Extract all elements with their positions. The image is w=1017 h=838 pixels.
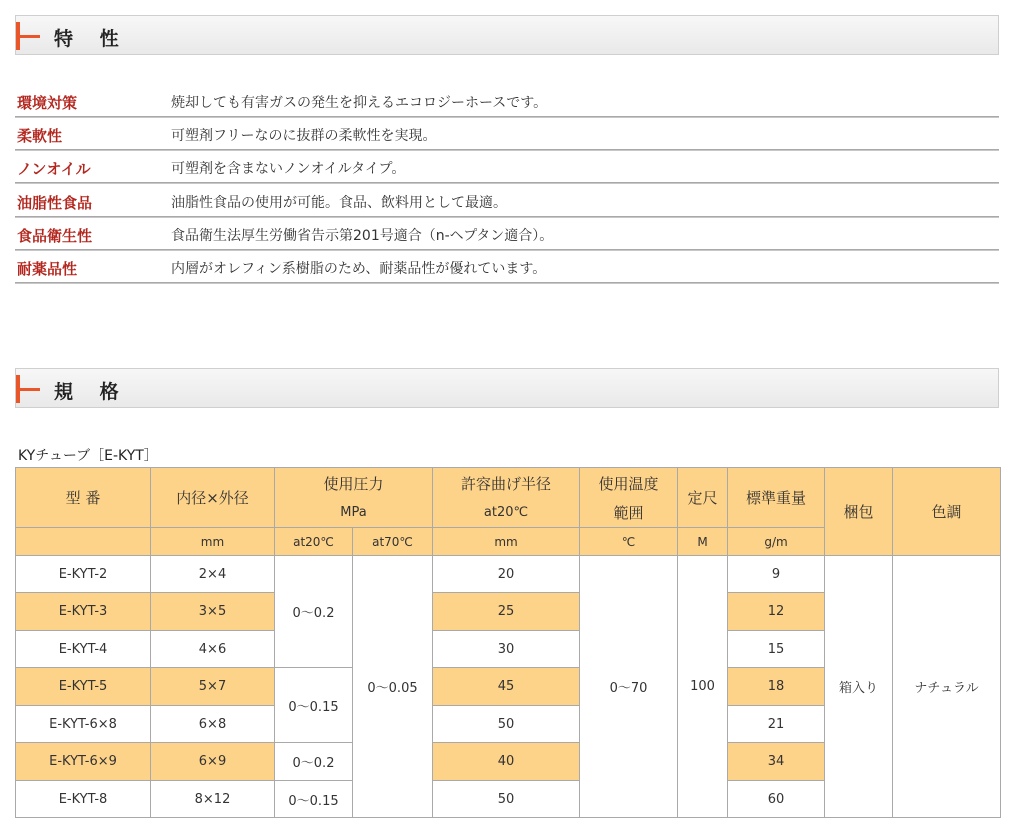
specs-title: 規 格: [54, 381, 129, 403]
feature-label: 油脂性食品: [17, 194, 93, 212]
cell-temp: 0～70: [580, 556, 678, 818]
feature-description: 油脂性食品の使用が可能。食品、飲料用として最適。: [171, 195, 507, 211]
cell-pressure-20: 0～0.2: [275, 556, 353, 668]
cell-weight: 9: [728, 556, 825, 593]
cell-diameter: 3×5: [151, 593, 275, 631]
header-temp-line1: 使用温度: [580, 468, 678, 499]
header-bend: 許容曲げ半径: [433, 468, 580, 499]
feature-row: [15, 117, 999, 151]
cell-bend: 20: [433, 556, 580, 593]
feature-label: 環境対策: [17, 94, 78, 112]
cell-model: E-KYT-6×8: [16, 706, 151, 743]
feature-label: 柔軟性: [17, 127, 63, 145]
header-model-blank: [16, 528, 151, 556]
cell-bend: 45: [433, 668, 580, 706]
cell-weight: 18: [728, 668, 825, 706]
feature-description: 可塑剤を含まないノンオイルタイプ。: [171, 161, 406, 177]
feature-description: 食品衛生法厚生労働省告示第201号適合（n-ヘプタン適合）。: [171, 228, 554, 244]
unit-length: M: [678, 528, 728, 556]
cell-weight: 34: [728, 743, 825, 781]
header-length: 定尺: [678, 468, 728, 528]
cell-diameter: 4×6: [151, 631, 275, 668]
cell-weight: 21: [728, 706, 825, 743]
cell-bend: 30: [433, 631, 580, 668]
cell-model: E-KYT-5: [16, 668, 151, 706]
cell-pressure-20: 0～0.15: [275, 668, 353, 743]
cell-diameter: 2×4: [151, 556, 275, 593]
header-bend-sub: at20℃: [433, 499, 580, 528]
cell-color: ナチュラル: [893, 556, 1001, 818]
cell-bend: 40: [433, 743, 580, 781]
feature-label: 食品衛生性: [17, 227, 93, 245]
feature-row: [15, 217, 999, 251]
unit-temp: ℃: [580, 528, 678, 556]
cell-length: 100: [678, 556, 728, 818]
feature-label: ノンオイル: [17, 160, 91, 178]
header-accent-tick: [20, 388, 40, 391]
specs-section-header: [15, 368, 999, 408]
header-temp-line2: 範囲: [580, 499, 678, 528]
cell-weight: 12: [728, 593, 825, 631]
header-accent-tick: [20, 35, 40, 38]
cell-diameter: 8×12: [151, 781, 275, 818]
unit-pressure-70: at70℃: [353, 528, 433, 556]
feature-row: [15, 84, 999, 118]
cell-diameter: 6×8: [151, 706, 275, 743]
cell-pressure-70: 0～0.05: [353, 556, 433, 818]
cell-diameter: 6×9: [151, 743, 275, 781]
unit-bend: mm: [433, 528, 580, 556]
header-pressure-unit: MPa: [275, 499, 433, 528]
spec-table: [15, 467, 1001, 818]
table-row: [16, 556, 1001, 593]
header-weight: 標準重量: [728, 468, 825, 528]
cell-bend: 50: [433, 781, 580, 818]
header-model: 型 番: [16, 468, 151, 528]
cell-pressure-20: 0～0.15: [275, 781, 353, 818]
cell-model: E-KYT-3: [16, 593, 151, 631]
unit-weight: g/m: [728, 528, 825, 556]
cell-weight: 15: [728, 631, 825, 668]
feature-label: 耐薬品性: [17, 260, 78, 278]
feature-row: [15, 250, 999, 284]
cell-bend: 25: [433, 593, 580, 631]
cell-weight: 60: [728, 781, 825, 818]
cell-bend: 50: [433, 706, 580, 743]
unit-pressure-20: at20℃: [275, 528, 353, 556]
cell-model: E-KYT-8: [16, 781, 151, 818]
cell-model: E-KYT-2: [16, 556, 151, 593]
cell-model: E-KYT-4: [16, 631, 151, 668]
cell-pressure-20: 0～0.2: [275, 743, 353, 781]
header-diameter: 内径×外径: [151, 468, 275, 528]
features-section-header: [15, 15, 999, 55]
feature-row: [15, 150, 999, 184]
feature-description: 内層がオレフィン系樹脂のため、耐薬品性が優れています。: [171, 261, 547, 277]
header-packing: 梱包: [825, 468, 893, 556]
feature-row: [15, 184, 999, 218]
feature-description: 焼却しても有害ガスの発生を抑えるエコロジーホースです。: [171, 95, 548, 111]
unit-diameter: mm: [151, 528, 275, 556]
table-title: KYチューブ［E-KYT］: [18, 448, 158, 464]
header-pressure: 使用圧力: [275, 468, 433, 499]
features-title: 特 性: [54, 28, 129, 50]
header-color: 色調: [893, 468, 1001, 556]
feature-description: 可塑剤フリーなのに抜群の柔軟性を実現。: [171, 128, 437, 144]
cell-packing: 箱入り: [825, 556, 893, 818]
cell-diameter: 5×7: [151, 668, 275, 706]
cell-model: E-KYT-6×9: [16, 743, 151, 781]
divider: [15, 282, 999, 284]
